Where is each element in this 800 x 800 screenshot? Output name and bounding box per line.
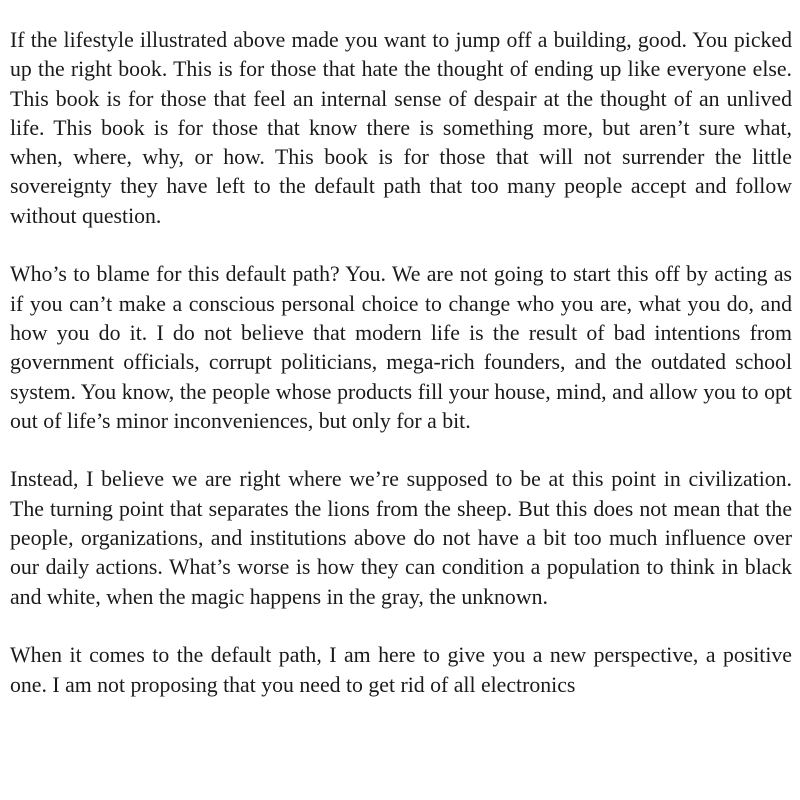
paragraph-4: When it comes to the default path, I am here to give you a new perspective, a positive one. I am not proposing that you need to get rid of all electronics [10,643,792,697]
paragraph-2: Who’s to blame for this default path? You. We are not going to start this off by acting as if you can’t make a conscious personal choice to change who you are, what you do, and how you do it. I do not believe that modern life is the result of bad intentions from government officials, corrupt politicians, mega-rich founders, and the outdated school system. You know, the people whose products fill your house, mind, and allow you to opt out of life’s minor inconveniences, but only for a bit. [10,262,792,433]
paragraph-1: If the lifestyle illustrated above made you want to jump off a building, good. You picked up the right book. This is for those that hate the thought of ending up like everyone else. This book is for those that feel an internal sense of despair at the thought of an unlived life. This book is for those that know there is something more, but aren’t sure what, when, where, why, or how. This book is for those that will not surrender the little sovereignty they have left to the default path that too many people accept and follow without question. [10,28,792,228]
paragraph-3: Instead, I believe we are right where we’re supposed to be at this point in civilization. The turning point that separates the lions from the sheep. But this does not mean that the people, organizations, and institutions above do not have a bit too much influence over our daily actions. What’s worse is how they can condition a population to think in black and white, when the magic happens in the gray, the unknown. [10,467,792,609]
document-page [10,26,792,729]
